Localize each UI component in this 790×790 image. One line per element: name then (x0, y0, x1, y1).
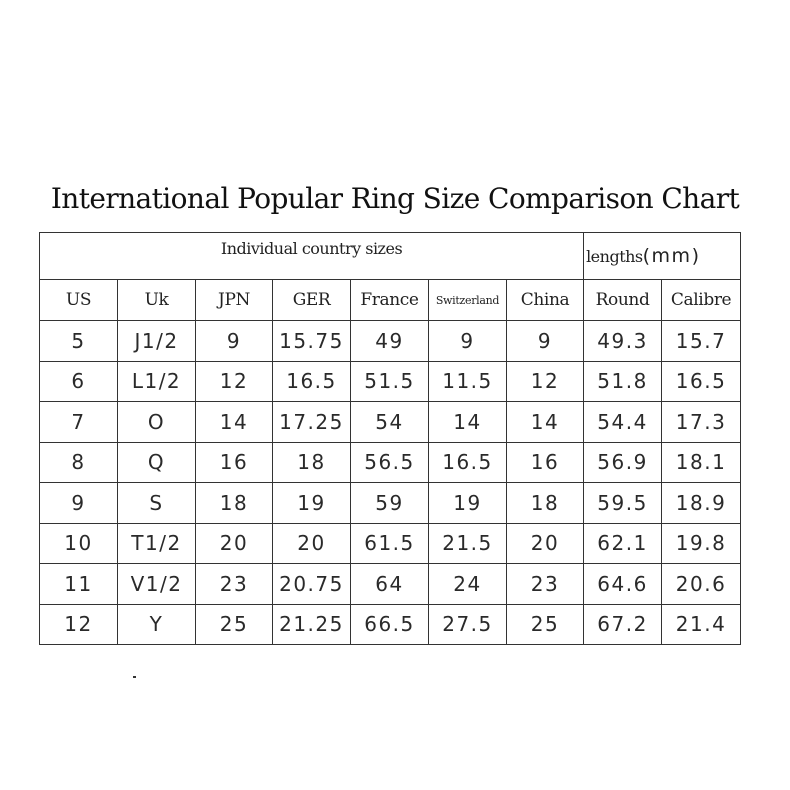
table-row (40, 361, 741, 402)
cell-round: 67.2 (584, 604, 662, 645)
cell-us: 12 (40, 604, 118, 645)
cell-us: 10 (40, 523, 118, 564)
cell-france: 66.5 (351, 604, 429, 645)
column-header-jpn: JPN (196, 280, 273, 321)
table-row (40, 321, 741, 362)
column-header-china: China (507, 280, 584, 321)
cell-jpn: 23 (196, 564, 273, 605)
cell-switzerland: 9 (429, 321, 507, 362)
cell-calibre: 19.8 (662, 523, 741, 564)
cell-calibre: 16.5 (662, 361, 741, 402)
cell-jpn: 12 (196, 361, 273, 402)
cell-china: 20 (507, 523, 584, 564)
cell-calibre: 17.3 (662, 402, 741, 443)
cell-china: 18 (507, 483, 584, 524)
cell-uk: V1/2 (118, 564, 196, 605)
cell-calibre: 21.4 (662, 604, 741, 645)
cell-china: 9 (507, 321, 584, 362)
cell-switzerland: 27.5 (429, 604, 507, 645)
cell-switzerland: 11.5 (429, 361, 507, 402)
cell-switzerland: 19 (429, 483, 507, 524)
table-row (40, 523, 741, 564)
cell-ger: 20.75 (273, 564, 351, 605)
cell-china: 14 (507, 402, 584, 443)
cell-round: 59.5 (584, 483, 662, 524)
cell-france: 64 (351, 564, 429, 605)
ring-size-table (39, 232, 741, 645)
cell-round: 62.1 (584, 523, 662, 564)
cell-calibre: 18.9 (662, 483, 741, 524)
cell-ger: 18 (273, 442, 351, 483)
cell-jpn: 20 (196, 523, 273, 564)
column-header-us: US (40, 280, 118, 321)
cell-switzerland: 16.5 (429, 442, 507, 483)
cell-uk: S (118, 483, 196, 524)
cell-calibre: 18.1 (662, 442, 741, 483)
cell-france: 54 (351, 402, 429, 443)
column-header-ger: GER (273, 280, 351, 321)
cell-switzerland: 14 (429, 402, 507, 443)
lengths-unit: (mm) (642, 245, 701, 267)
cell-switzerland: 21.5 (429, 523, 507, 564)
column-header-round: Round (584, 280, 662, 321)
cell-us: 9 (40, 483, 118, 524)
cell-round: 64.6 (584, 564, 662, 605)
table-row (40, 564, 741, 605)
table-row (40, 483, 741, 524)
column-header-uk: Uk (118, 280, 196, 321)
cell-france: 61.5 (351, 523, 429, 564)
column-header-switzerland: Switzerland (429, 280, 507, 321)
cell-china: 25 (507, 604, 584, 645)
cell-us: 7 (40, 402, 118, 443)
cell-us: 6 (40, 361, 118, 402)
cell-switzerland: 24 (429, 564, 507, 605)
table-row (40, 402, 741, 443)
cell-france: 56.5 (351, 442, 429, 483)
lengths-label: lengths (586, 247, 643, 266)
cell-france: 51.5 (351, 361, 429, 402)
cell-ger: 15.75 (273, 321, 351, 362)
cell-us: 11 (40, 564, 118, 605)
cell-uk: Q (118, 442, 196, 483)
cell-uk: T1/2 (118, 523, 196, 564)
cell-jpn: 18 (196, 483, 273, 524)
cell-jpn: 25 (196, 604, 273, 645)
cell-uk: Y (118, 604, 196, 645)
cell-jpn: 14 (196, 402, 273, 443)
group-lengths (584, 233, 741, 280)
column-header-calibre: Calibre (662, 280, 741, 321)
cell-ger: 21.25 (273, 604, 351, 645)
cell-us: 8 (40, 442, 118, 483)
cell-china: 12 (507, 361, 584, 402)
table-row (40, 604, 741, 645)
group-country-sizes: Individual country sizes (40, 233, 584, 280)
cell-china: 23 (507, 564, 584, 605)
cell-calibre: 15.7 (662, 321, 741, 362)
cell-ger: 20 (273, 523, 351, 564)
cell-calibre: 20.6 (662, 564, 741, 605)
cell-france: 59 (351, 483, 429, 524)
cell-uk: L1/2 (118, 361, 196, 402)
group-header-row (40, 233, 741, 280)
stray-dot (133, 676, 136, 678)
cell-ger: 17.25 (273, 402, 351, 443)
cell-round: 49.3 (584, 321, 662, 362)
column-header-france: France (351, 280, 429, 321)
table-row (40, 442, 741, 483)
cell-jpn: 9 (196, 321, 273, 362)
cell-jpn: 16 (196, 442, 273, 483)
cell-uk: O (118, 402, 196, 443)
cell-china: 16 (507, 442, 584, 483)
cell-us: 5 (40, 321, 118, 362)
chart-title: International Popular Ring Size Comparison Chart (50, 182, 740, 215)
cell-uk: J1/2 (118, 321, 196, 362)
cell-ger: 19 (273, 483, 351, 524)
cell-round: 56.9 (584, 442, 662, 483)
cell-ger: 16.5 (273, 361, 351, 402)
cell-round: 54.4 (584, 402, 662, 443)
cell-round: 51.8 (584, 361, 662, 402)
column-header-row (40, 280, 741, 321)
cell-france: 49 (351, 321, 429, 362)
